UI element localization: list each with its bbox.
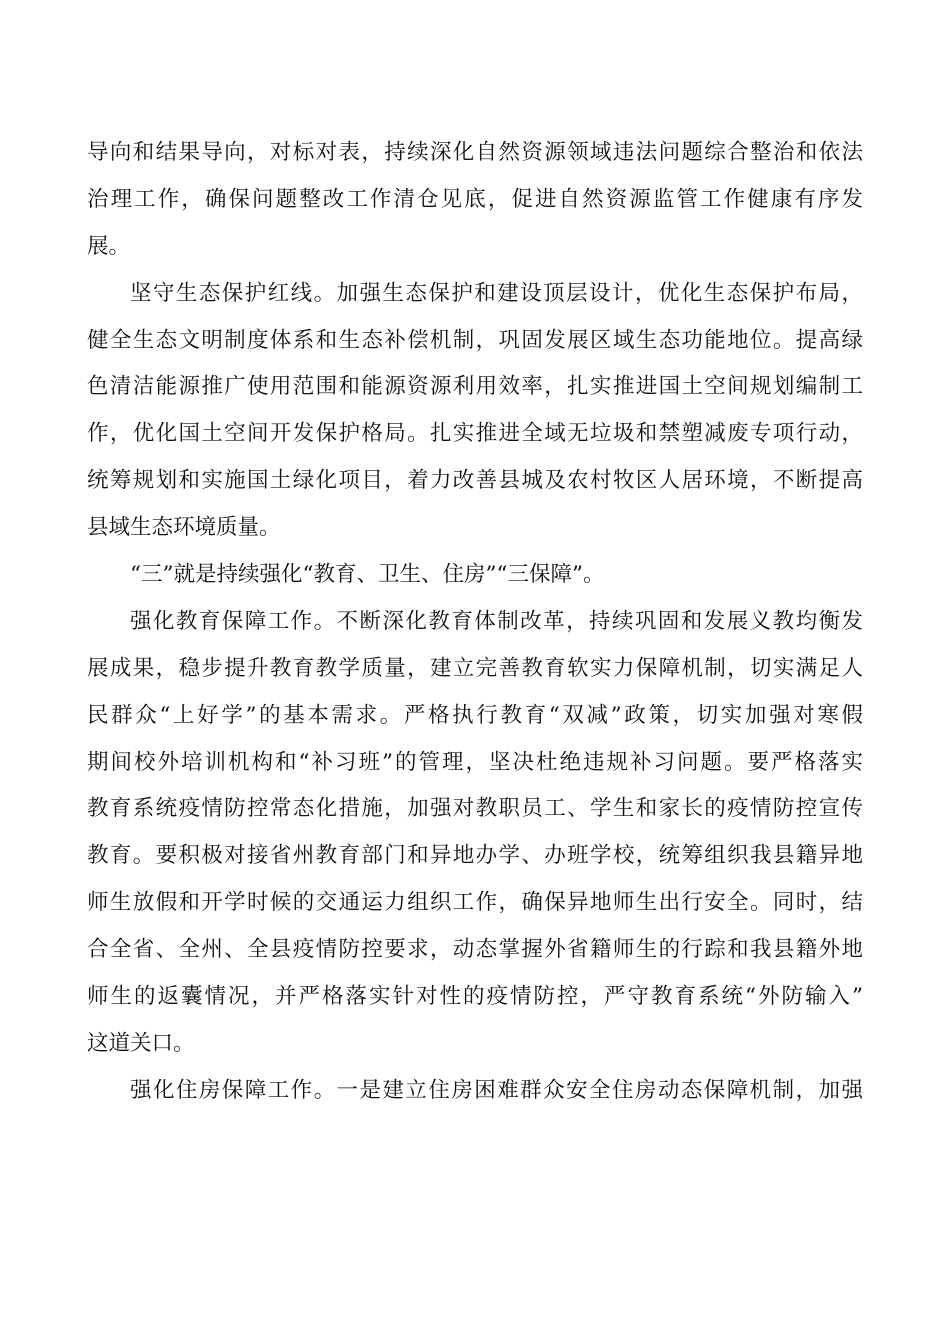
paragraph-2 [87,271,863,552]
paragraph-5 [87,1068,863,1115]
text-line: 展。 [87,233,131,259]
text-line: 导向和结果导向，对标对表，持续深化自然资源领域违法问题综合整治和依法 [87,140,863,165]
text-line: 这道关口。 [87,1030,195,1056]
text-line: 师生的返囊情况，并严格落实针对性的疫情防控，严守教育系统“外防输入” [87,984,863,1010]
text-line: 展成果，稳步提升教育教学质量，建立完善教育软实力保障机制，切实满足人 [87,655,863,681]
text-line: 教育。要积极对接省州教育部门和异地办学、办班学校，统筹组织我县籍异地 [87,843,863,869]
text-line: 强化住房保障工作。一是建立住房困难群众安全住房动态保障机制，加强 [130,1077,863,1103]
text-line: 治理工作，确保问题整改工作清仓见底，促进自然资源监管工作健康有序发 [87,186,863,212]
text-line: 作，优化国土空间开发保护格局。扎实推进全域无垃圾和禁塑减废专项行动， [87,421,863,447]
text-line: 民群众“上好学”的基本需求。严格执行教育“双减”政策，切实加强对寒假 [87,702,863,728]
paragraph-3 [87,552,863,599]
text-line: 期间校外培训机构和“补习班”的管理，坚决杜绝违规补习问题。要严格落实 [87,749,863,775]
text-line: 县域生态环境质量。 [87,515,281,541]
text-line: 教育系统疫情防控常态化措施，加强对教职员工、学生和家长的疫情防控宣传 [87,796,863,822]
text-line: 合全省、全州、全县疫情防控要求，动态掌握外省籍师生的行踪和我县籍外地 [87,937,863,963]
document-body [87,130,863,1115]
text-line: 健全生态文明制度体系和生态补偿机制，巩固发展区域生态功能地位。提高绿 [87,327,863,353]
paragraph-4 [87,599,863,1068]
text-line: 师生放假和开学时候的交通运力组织工作，确保异地师生出行安全。同时，结 [87,890,863,916]
text-line: “三”就是持续强化“教育、卫生、住房”“三保障”。 [130,562,605,588]
text-line: 强化教育保障工作。不断深化教育体制改革，持续巩固和发展义教均衡发 [130,608,863,634]
text-line: 统筹规划和实施国土绿化项目，着力改善县城及农村牧区人居环境，不断提高 [87,468,863,494]
paragraph-1 [87,130,863,271]
text-line: 色清洁能源推广使用范围和能源资源利用效率，扎实推进国土空间规划编制工 [87,374,863,400]
text-line: 坚守生态保护红线。加强生态保护和建设顶层设计，优化生态保护布局， [130,280,863,306]
